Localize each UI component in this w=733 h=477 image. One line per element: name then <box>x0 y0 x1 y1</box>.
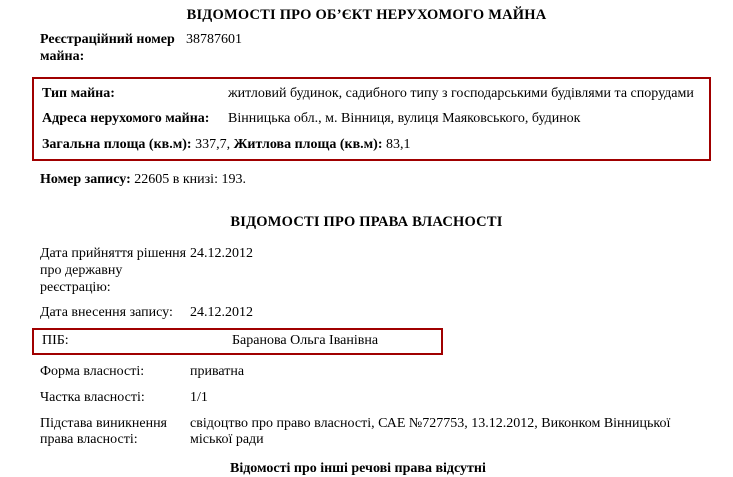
living-area-label: Житлова площа (кв.м): <box>233 137 383 153</box>
ownership-row <box>0 407 733 450</box>
record-number-line <box>0 161 733 188</box>
ownership-row <box>0 237 733 296</box>
ownership-row-value: приватна <box>190 364 245 380</box>
ownership-row <box>0 355 733 381</box>
ownership-row-value: 24.12.2012 <box>190 246 253 262</box>
reg-number-label: Реєстраційний номер майна: <box>40 32 175 64</box>
ownership-footnote: Відомості про інші речові права відсутні <box>230 461 486 477</box>
ownership-row-value: 24.12.2012 <box>190 305 253 321</box>
property-highlight-box <box>32 77 711 161</box>
reg-number-value: 38787601 <box>186 32 242 47</box>
ownership-section-title: ВІДОМОСТІ ПРО ПРАВА ВЛАСНОСТІ <box>230 214 503 231</box>
ownership-row-label: Підстава виникнення права власності: <box>40 415 167 448</box>
ownership-row <box>0 381 733 407</box>
ownership-row-label: Дата внесення запису: <box>40 305 173 321</box>
owner-name-value: Баранова Ольга Іванівна <box>232 333 379 349</box>
property-address-label: Адреса нерухомого майна: <box>42 110 210 126</box>
living-area-value: 83,1 <box>386 137 411 153</box>
page-title: ВІДОМОСТІ ПРО ОБ’ЄКТ НЕРУХОМОГО МАЙНА <box>186 7 547 23</box>
property-address-value: Вінницька обл., м. Вінниця, вулиця Маяковського, будинок <box>228 110 581 126</box>
property-type-label: Тип майна: <box>42 86 115 102</box>
ownership-row-label: Частка власності: <box>40 389 145 405</box>
reg-number-row <box>0 32 733 65</box>
ownership-row-label: Дата прийняття рішення про державну реєстрацію: <box>40 246 187 295</box>
ownership-row <box>0 296 733 322</box>
record-number-value: 22605 в книзі: 193. <box>134 172 246 188</box>
property-type-row <box>34 86 709 103</box>
property-address-row <box>34 111 709 128</box>
total-area-label: Загальна площа (кв.м): <box>42 137 192 153</box>
ownership-row-value: 1/1 <box>190 389 208 405</box>
area-line: Загальна площа (кв.м): 337,7, Житлова площа (кв.м): 83,1 <box>42 137 411 153</box>
property-type-value: житловий будинок, садибного типу з господарськими будівлями та спорудами <box>228 86 694 102</box>
total-area-value: 337,7 <box>195 137 227 153</box>
record-number-label: Номер запису: <box>40 172 131 188</box>
ownership-row-label: Форма власності: <box>40 364 145 380</box>
owner-name-label: ПІБ: <box>42 333 69 349</box>
owner-name-row <box>32 328 443 355</box>
ownership-row-value: свідоцтво про право власності, САЕ №727753, 13.12.2012, Виконком Вінницької міської ради <box>190 415 671 448</box>
